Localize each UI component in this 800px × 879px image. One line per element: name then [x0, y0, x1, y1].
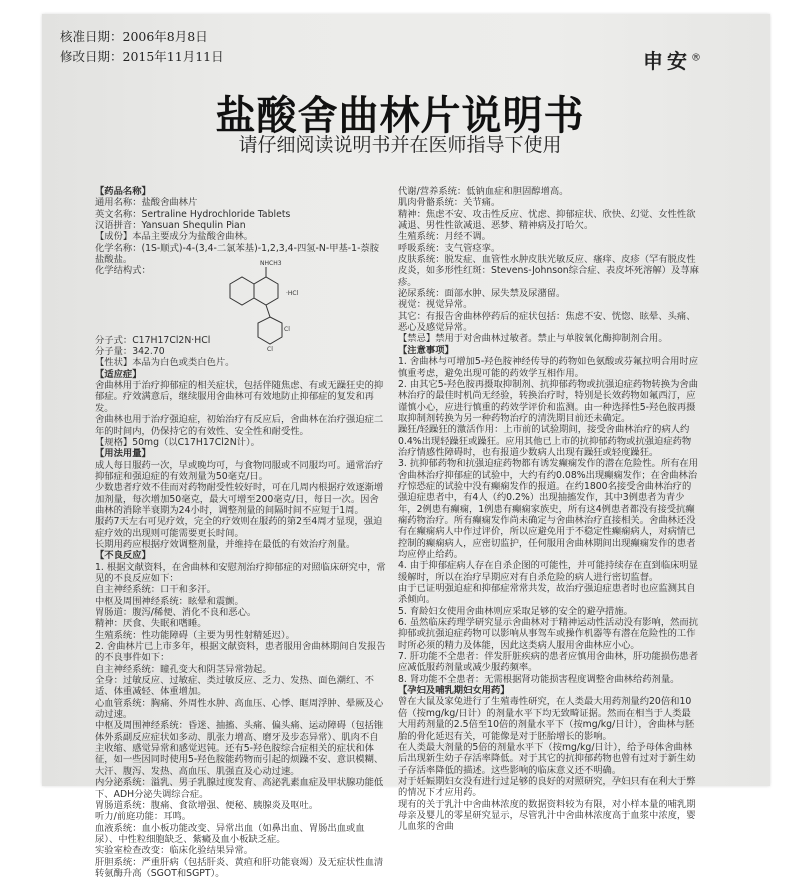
- paragraph: 4. 由于抑郁症病人存在自杀企图的可能性，并可能持续存在直到临床明显缓解时，所以在治疗早期应对有自杀危险的病人进行密切监督。: [398, 560, 699, 583]
- paragraph: 舍曲林也用于治疗强迫症，初始治疗有反应后，舍曲林在治疗强迫症二年的时间内，仍保持它的有效性、安全性和耐受性。: [95, 414, 384, 437]
- paragraph: 【规格】50mg（以C17H17Cl2N计）。: [95, 436, 260, 448]
- paragraph: 中枢及周围神经系统：昏迷、抽搐、头痛、偏头痛、运动障碍（包括锥体外系副反应症状如多动、肌张力增高、磨牙及步态异常）、肌肉不自主收缩、感觉异常和感觉迟钝。还有5-羟色胺综合症相关的症状和体征，如一些因同时使用5-羟色胺能药物而引起的烦躁不安、意识模糊、大汗、腹泻、发热、高血压、肌强直及心动过速。: [95, 720, 384, 777]
- paragraph: 舍曲林用于治疗抑郁症的相关症状，包括伴随焦虑、有或无躁狂史的抑郁症。疗效满意后，继续服用舍曲林可有效地防止抑郁症的复发和再发。: [95, 380, 384, 414]
- paragraph: 胃肠道：腹泻/稀便、消化不良和恶心。: [95, 607, 257, 618]
- structure-label: ·HCl: [286, 289, 299, 297]
- paragraph: 6. 虽然临床药理学研究显示舍曲林对于精神运动性活动没有影响，然而抗抑郁或抗强迫症药物可以影响从事驾车或操作机器等有潜在危险性的工作时所必须的精力及体能，因此这类病人服用舍曲林应小心。: [398, 617, 699, 651]
- paragraph: 现有的关于乳汁中舍曲林浓度的数据资料较为有限，对小样本量的哺乳期母亲及婴儿的零星研究显示，尽管乳汁中舍曲林浓度高于血浆中浓度，婴儿血浆的舍曲: [398, 798, 696, 833]
- paragraph: 服药7天左右可见疗效，完全的疗效则在服药的第2至4周才显现，强迫症疗效的出现则可能需要更长时间。: [95, 516, 383, 539]
- paragraph: 肝胆系统：严重肝病（包括肝炎、黄疸和肝功能衰竭）及无症状性血清转氨酶升高（SGOT和SGPT）。: [95, 856, 384, 879]
- paragraph: 通用名称：盐酸舍曲林片: [95, 197, 198, 209]
- paragraph: 实验室检查改变：临床化验结果异常。: [95, 845, 254, 857]
- paragraph: 泌尿系统：面部水肿、尿失禁及尿潴留。: [398, 288, 566, 300]
- paragraph: 肌肉骨骼系统：关节痛。: [398, 197, 501, 209]
- paragraph: 胃肠道系统：腹痛、食欲增强、便秘、胰腺炎及呕吐。: [95, 799, 319, 811]
- paragraph: 1. 舍曲林与可增加5-羟色胺神经传导的药物如色氨酸或芬氟拉明合用时应慎重考虑，避免出现可能的药效学互相作用。: [398, 356, 699, 379]
- paragraph: 中枢及周围神经系统：眩晕和震颤。: [95, 595, 244, 607]
- paragraph: 精神：焦虑不安、攻击性反应、忧虑、抑郁症状、欣快、幻觉、女性性欲减退、男性性欲减退、恶梦、精神病及打哈欠。: [398, 208, 696, 232]
- paragraph: 分子量：342.70: [95, 346, 165, 358]
- structure-label: Cl: [267, 345, 273, 353]
- structure-label: NHCH3: [260, 259, 282, 267]
- paragraph: 代谢/营养系统：低钠血症和胆固醇增高。: [398, 186, 569, 197]
- approval-date: 核准日期：2006年8月8日: [60, 29, 208, 44]
- section-heading: 【不良反应】: [95, 550, 151, 562]
- paragraph: 分子式：C17H17Cl2N·HCl: [95, 334, 211, 346]
- paragraph: 生殖系统：月经不调。: [398, 231, 491, 243]
- paragraph: 汉语拼音：Yansuan Shequlin Pian: [95, 220, 246, 232]
- right-column: [398, 186, 700, 833]
- paragraph: 成人每日服药一次，早或晚均可，与食物同服或不同服均可。通常治疗抑郁症和强迫症的有效剂量为50毫克/日。: [95, 459, 384, 482]
- document-title: 盐酸舍曲林片说明书: [215, 93, 585, 139]
- paragraph: 英文名称：Sertraline Hydrochloride Tablets: [95, 208, 291, 220]
- paragraph: 其它：有报告舍曲林停药后的症状包括：焦虑不安、恍惚、眩晕、头痛、恶心及感觉异常。: [398, 310, 696, 334]
- paragraph: 听力/前庭功能：耳鸣。: [95, 811, 192, 823]
- paragraph: 精神：厌食、失眠和嗜睡。: [95, 618, 207, 630]
- paragraph: 生殖系统：性功能障碍（主要为男性射精延迟）。: [95, 629, 295, 641]
- paragraph: 2. 由其它5-羟色胺再摄取抑制剂、抗抑郁药物或抗强迫症药物转换为舍曲林治疗的最佳时机尚无经验，转换治疗时，特别是长效药物如氟西汀，应谨慎小心，应进行慎重的药效学评价和监测。由一种选择性5-羟色胺再摄取抑制剂转换为另一种药物治疗的清洗期目前还未确定。: [398, 378, 699, 424]
- paragraph: 2. 舍曲林片已上市多年，根据文献资料，患者服用舍曲林期间自发报告的不良事件如下：: [95, 641, 386, 664]
- paragraph: 长期用药应根据疗效调整剂量，并维持在最低的有效治疗剂量。: [95, 538, 356, 550]
- section-heading: 【孕妇及哺乳期妇女用药】: [398, 685, 510, 697]
- left-column: [95, 186, 387, 879]
- section-heading: 【用法用量】: [95, 448, 151, 460]
- paragraph: 在人类最大剂量的5倍的剂量水平下（按mg/kg/日计），给予母体舍曲林后出现新生幼子存活率降低。对于其它的抗抑郁药物也曾有过对于新生幼子存活率降低的描述。这些影响的临床意义还不明确。: [398, 741, 696, 776]
- paragraph: 【性状】本品为白色或类白色片。: [95, 357, 235, 369]
- paragraph: 8. 肾功能不全患者：无需根据肾功能损害程度调整舍曲林给药剂量。: [398, 673, 680, 685]
- paragraph: 自主神经系统：口干和多汗。: [95, 584, 216, 596]
- paragraph: 1. 根据文献资料，在舍曲林和安慰剂治疗抑郁症的对照临床研究中，常见的不良反应如下：: [95, 561, 386, 584]
- brand-logo: [643, 45, 701, 74]
- paragraph: 7. 肝功能不全患者：伴发肝脏疾病的患者应慎用舍曲林，肝功能损伤患者应减低服药剂量或减少服药频率。: [398, 651, 699, 674]
- section-heading: 【适应症】: [95, 368, 142, 380]
- paragraph: 曾在大鼠及家兔进行了生殖毒性研究，在人类最大用药剂量约20倍和10倍（按mg/kg/日计）的剂量水平下均无致畸证据。然而在相当于人类最大用药剂量的2.5倍至10倍的剂量水平下（按mg/kg/日计），舍曲林与胚胎的骨化延迟有关，可能像是对于胚胎增长的影响。: [398, 696, 695, 742]
- paragraph: 对于妊娠期妇女没有进行过足够的良好的对照研究，孕妇只有在利大于弊的情况下才应用药。: [398, 775, 696, 799]
- section-heading: 【注意事项】: [398, 344, 454, 356]
- paragraph: 血液系统：血小板功能改变、异常出血（如鼻出血、胃肠出血或血尿）、中性粒细胞缺乏、紫癜及血小板缺乏症。: [95, 822, 365, 845]
- paragraph: 【禁忌】禁用于对舍曲林过敏者。禁止与单胺氧化酶抑制剂合用。: [398, 333, 668, 345]
- dates-block: [60, 27, 224, 67]
- brand-name: 申安: [643, 49, 691, 73]
- paragraph: 【成份】本品主要成分为盐酸舍曲林。: [95, 231, 254, 243]
- paragraph: 化学名称：(1S-顺式)-4-(3,4-二氯苯基)-1,2,3,4-四氢-N-甲基-1-萘胺盐酸盐。: [95, 242, 380, 266]
- paragraph: 化学结构式：: [95, 265, 151, 277]
- paragraph: 少数患者疗效不佳而对药物耐受性较好时，可在几周内根据疗效逐渐增加剂量，每次增加50毫克，最大可增至200毫克/日，每日一次。因舍曲林的消除半衰期为24小时，调整剂量的间隔时间不应短于1周。: [95, 482, 384, 516]
- registered-mark: ®: [691, 52, 701, 64]
- paragraph: 躁狂/轻躁狂的激活作用：上市前的试验期间，接受舍曲林治疗的病人约0.4%出现轻躁狂或躁狂。应用其他已上市的抗抑郁药物或抗强迫症药物治疗情感性障碍时，也有报道少数病人出现有躁狂或轻度躁狂。: [398, 424, 692, 458]
- paragraph: 视觉：视觉异常。: [398, 299, 473, 311]
- structure-label: Cl: [284, 325, 290, 333]
- paragraph: 皮肤系统：脱发症、血管性水肿皮肤光敏反应、瘙痒、皮疹（罕有脱皮性皮炎，如多形性红斑：Stevens-Johnson综合症、表皮坏死溶解）及荨麻疹。: [398, 254, 699, 288]
- paragraph: 由于已证明强迫症和抑郁症常常共发，故治疗强迫症患者时也应监测其自杀倾向。: [398, 583, 696, 606]
- section-heading: 【药品名称】: [95, 186, 151, 197]
- paragraph: 全身：过敏反应、过敏症、类过敏反应、乏力、发热、面色潮红、不适、体重减轻、体重增加。: [95, 675, 374, 698]
- paragraph: 内分泌系统：溢乳、男子乳腺过度发育、高泌乳素血症及甲状腺功能低下、ADH分泌失调综合症。: [95, 777, 384, 800]
- paragraph: 5. 育龄妇女使用舍曲林则应采取足够的安全的避孕措施。: [398, 605, 633, 617]
- paragraph: 心血管系统：胸痛、外周性水肿、高血压、心悸、眶周浮肿、晕厥及心动过速。: [95, 697, 384, 721]
- revision-date: 修改日期：2015年11月11日: [60, 49, 224, 64]
- structure-diagram: [220, 259, 350, 353]
- document-subtitle: 请仔细阅读说明书并在医师指导下使用: [238, 134, 562, 156]
- paragraph: 自主神经系统：瞳孔变大和阴茎异常勃起。: [95, 663, 272, 675]
- paragraph: 呼吸系统：支气管痉挛。: [398, 242, 501, 254]
- paragraph: 3. 抗抑郁药物和抗强迫症药物都有诱发癫痫发作的潜在危险性。所有在用舍曲林治疗抑郁症的试验中，大约有约0.08%出现癫痫发作；在舍曲林治疗惊恐症的试验中没有癫痫发作的报道。在约1800名接受舍曲林治疗的强迫症患者中，有4人（约0.2%）出现抽搐发作，其中3例患者为青少年，2例患有癫痫，1例患有癫痫家族史，所有这4例患者都没有接受抗癫痫药物治疗。所有癫痫发作尚未确定与舍曲林治疗直接相关。舍曲林还没有在癫痫病人中作过评价，所以应避免用于不稳定性癫痫病人，对病情已控制的癫痫病人，应密切监护，任何服用舍曲林期间出现癫痫发作的患者均应停止给药。: [398, 458, 699, 560]
